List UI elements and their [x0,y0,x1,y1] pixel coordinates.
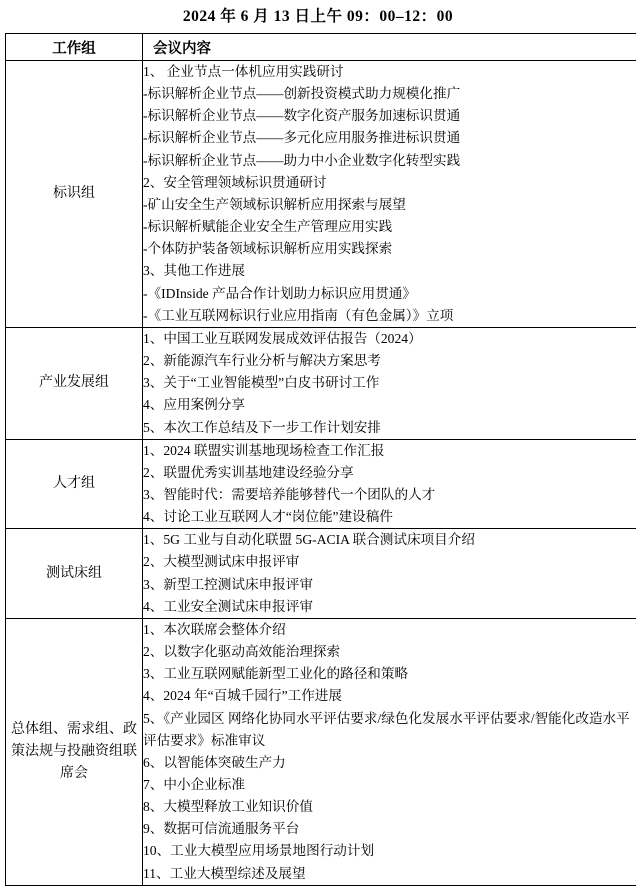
agenda-item: 6、以智能体突破生产力 [143,752,636,774]
agenda-item: 1、本次联席会整体介绍 [143,619,636,641]
agenda-item: 11、工业大模型综述及展望 [143,863,636,885]
agenda-item: -《IDInside 产品合作计划助力标识应用贯通》 [143,283,636,305]
agenda-table [5,33,636,886]
meeting-content-cell [143,327,636,439]
agenda-item: -标识解析企业节点——多元化应用服务推进标识贯通 [143,127,636,149]
column-header-content: 会议内容 [143,34,636,61]
group-name-cell: 产业发展组 [6,327,143,439]
table-body [6,61,636,886]
agenda-item: 1、2024 联盟实训基地现场检查工作汇报 [143,440,636,462]
agenda-item: 1、中国工业互联网发展成效评估报告（2024） [143,328,636,350]
agenda-item: 4、工业安全测试床申报评审 [143,596,636,618]
agenda-item: 2、以数字化驱动高效能治理探索 [143,641,636,663]
agenda-item: 5、本次工作总结及下一步工作计划安排 [143,417,636,439]
page-title: 2024 年 6 月 13 日上午 09：00–12：00 [0,0,636,33]
table-header [6,34,636,61]
agenda-item: 2、安全管理领域标识贯通研讨 [143,172,636,194]
agenda-item: 9、数据可信流通服务平台 [143,818,636,840]
column-header-group: 工作组 [6,34,143,61]
table-row [6,61,636,328]
agenda-item: 2、联盟优秀实训基地建设经验分享 [143,462,636,484]
agenda-item: 10、工业大模型应用场景地图行动计划 [143,840,636,862]
agenda-item: -标识解析企业节点——数字化资产服务加速标识贯通 [143,105,636,127]
meeting-content-cell [143,529,636,619]
meeting-content-cell [143,61,636,328]
agenda-item: 3、工业互联网赋能新型工业化的路径和策略 [143,663,636,685]
agenda-item: 4、讨论工业互联网人才“岗位能”建设稿件 [143,506,636,528]
agenda-item: -标识解析赋能企业安全生产管理应用实践 [143,216,636,238]
agenda-item: 1、5G 工业与自动化联盟 5G-ACIA 联合测试床项目介绍 [143,529,636,551]
group-name-cell: 人才组 [6,439,143,529]
group-name-cell: 测试床组 [6,529,143,619]
group-name-cell: 总体组、需求组、政策法规与投融资组联席会 [6,618,143,885]
agenda-item: 3、关于“工业智能模型”白皮书研讨工作 [143,372,636,394]
agenda-item: 3、智能时代：需要培养能够替代一个团队的人才 [143,484,636,506]
agenda-item: 3、其他工作进展 [143,260,636,282]
group-name-cell: 标识组 [6,61,143,328]
agenda-item: 3、新型工控测试床申报评审 [143,574,636,596]
agenda-item: -《工业互联网标识行业应用指南（有色金属）》立项 [143,305,636,327]
agenda-item: 2、新能源汽车行业分析与解决方案思考 [143,350,636,372]
agenda-item: -矿山安全生产领域标识解析应用探索与展望 [143,194,636,216]
table-row [6,439,636,529]
meeting-content-cell [143,618,636,885]
table-row [6,618,636,885]
agenda-item: -个体防护装备领域标识解析应用实践探索 [143,238,636,260]
agenda-item: 2、大模型测试床申报评审 [143,551,636,573]
agenda-item: 1、 企业节点一体机应用实践研讨 [143,61,636,83]
meeting-content-cell [143,439,636,529]
table-header-row [6,34,636,61]
agenda-item: 7、中小企业标准 [143,774,636,796]
table-row [6,327,636,439]
agenda-item: 8、大模型释放工业知识价值 [143,796,636,818]
agenda-item: -标识解析企业节点——创新投资模式助力规模化推广 [143,83,636,105]
agenda-item: -标识解析企业节点——助力中小企业数字化转型实践 [143,150,636,172]
agenda-item: 5、《产业园区 网络化协同水平评估要求/绿色化发展水平评估要求/智能化改造水平评估要求》标准审议 [143,708,636,752]
table-row [6,529,636,619]
agenda-item: 4、应用案例分享 [143,394,636,416]
agenda-item: 4、2024 年“百城千园行”工作进展 [143,685,636,707]
